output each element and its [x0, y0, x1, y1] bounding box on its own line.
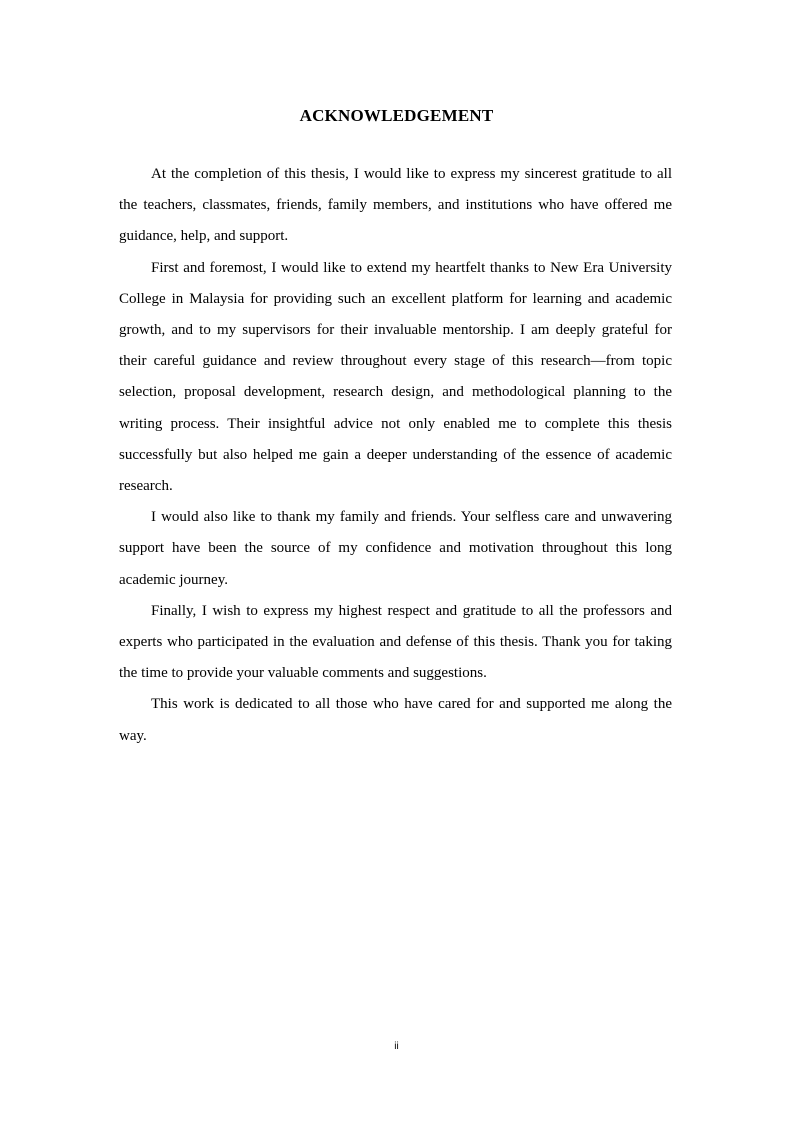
page-title: ACKNOWLEDGEMENT — [299, 106, 494, 125]
page-number: ii — [394, 1041, 399, 1052]
acknowledgement-body — [119, 159, 672, 752]
paragraph-dedication: This work is dedicated to all those who have cared for and supported me along the way. — [119, 696, 672, 744]
paragraph-university-supervisors: First and foremost, I would like to extend my heartfelt thanks to New Era University College in Malaysia for providing such an excellent platform for learning and academic growth, and to my supervisors for their invaluable mentorship. I am deeply grateful for their careful guidance and review throughout every stage of this research—from topic selection, proposal development, research design, and methodological planning to the writing process. Their insightful advice not only enabled me to complete this thesis successfully but also helped me gain a deeper understanding of the essence of academic research. — [119, 259, 672, 495]
paragraph-family-friends: I would also like to thank my family and friends. Your selfless care and unwavering support have been the source of my confidence and motivation throughout this long academic journey. — [119, 509, 672, 588]
paragraph-professors-experts: Finally, I wish to express my highest respect and gratitude to all the professors and experts who participated in the evaluation and defense of this thesis. Thank you for taking the time to provide your valuable comments and suggestions. — [119, 602, 672, 682]
paragraph-gratitude-intro: At the completion of this thesis, I would like to express my sincerest gratitude to all the teachers, classmates, friends, family members, and institutions who have offered me guidance, help, and support. — [119, 166, 672, 245]
